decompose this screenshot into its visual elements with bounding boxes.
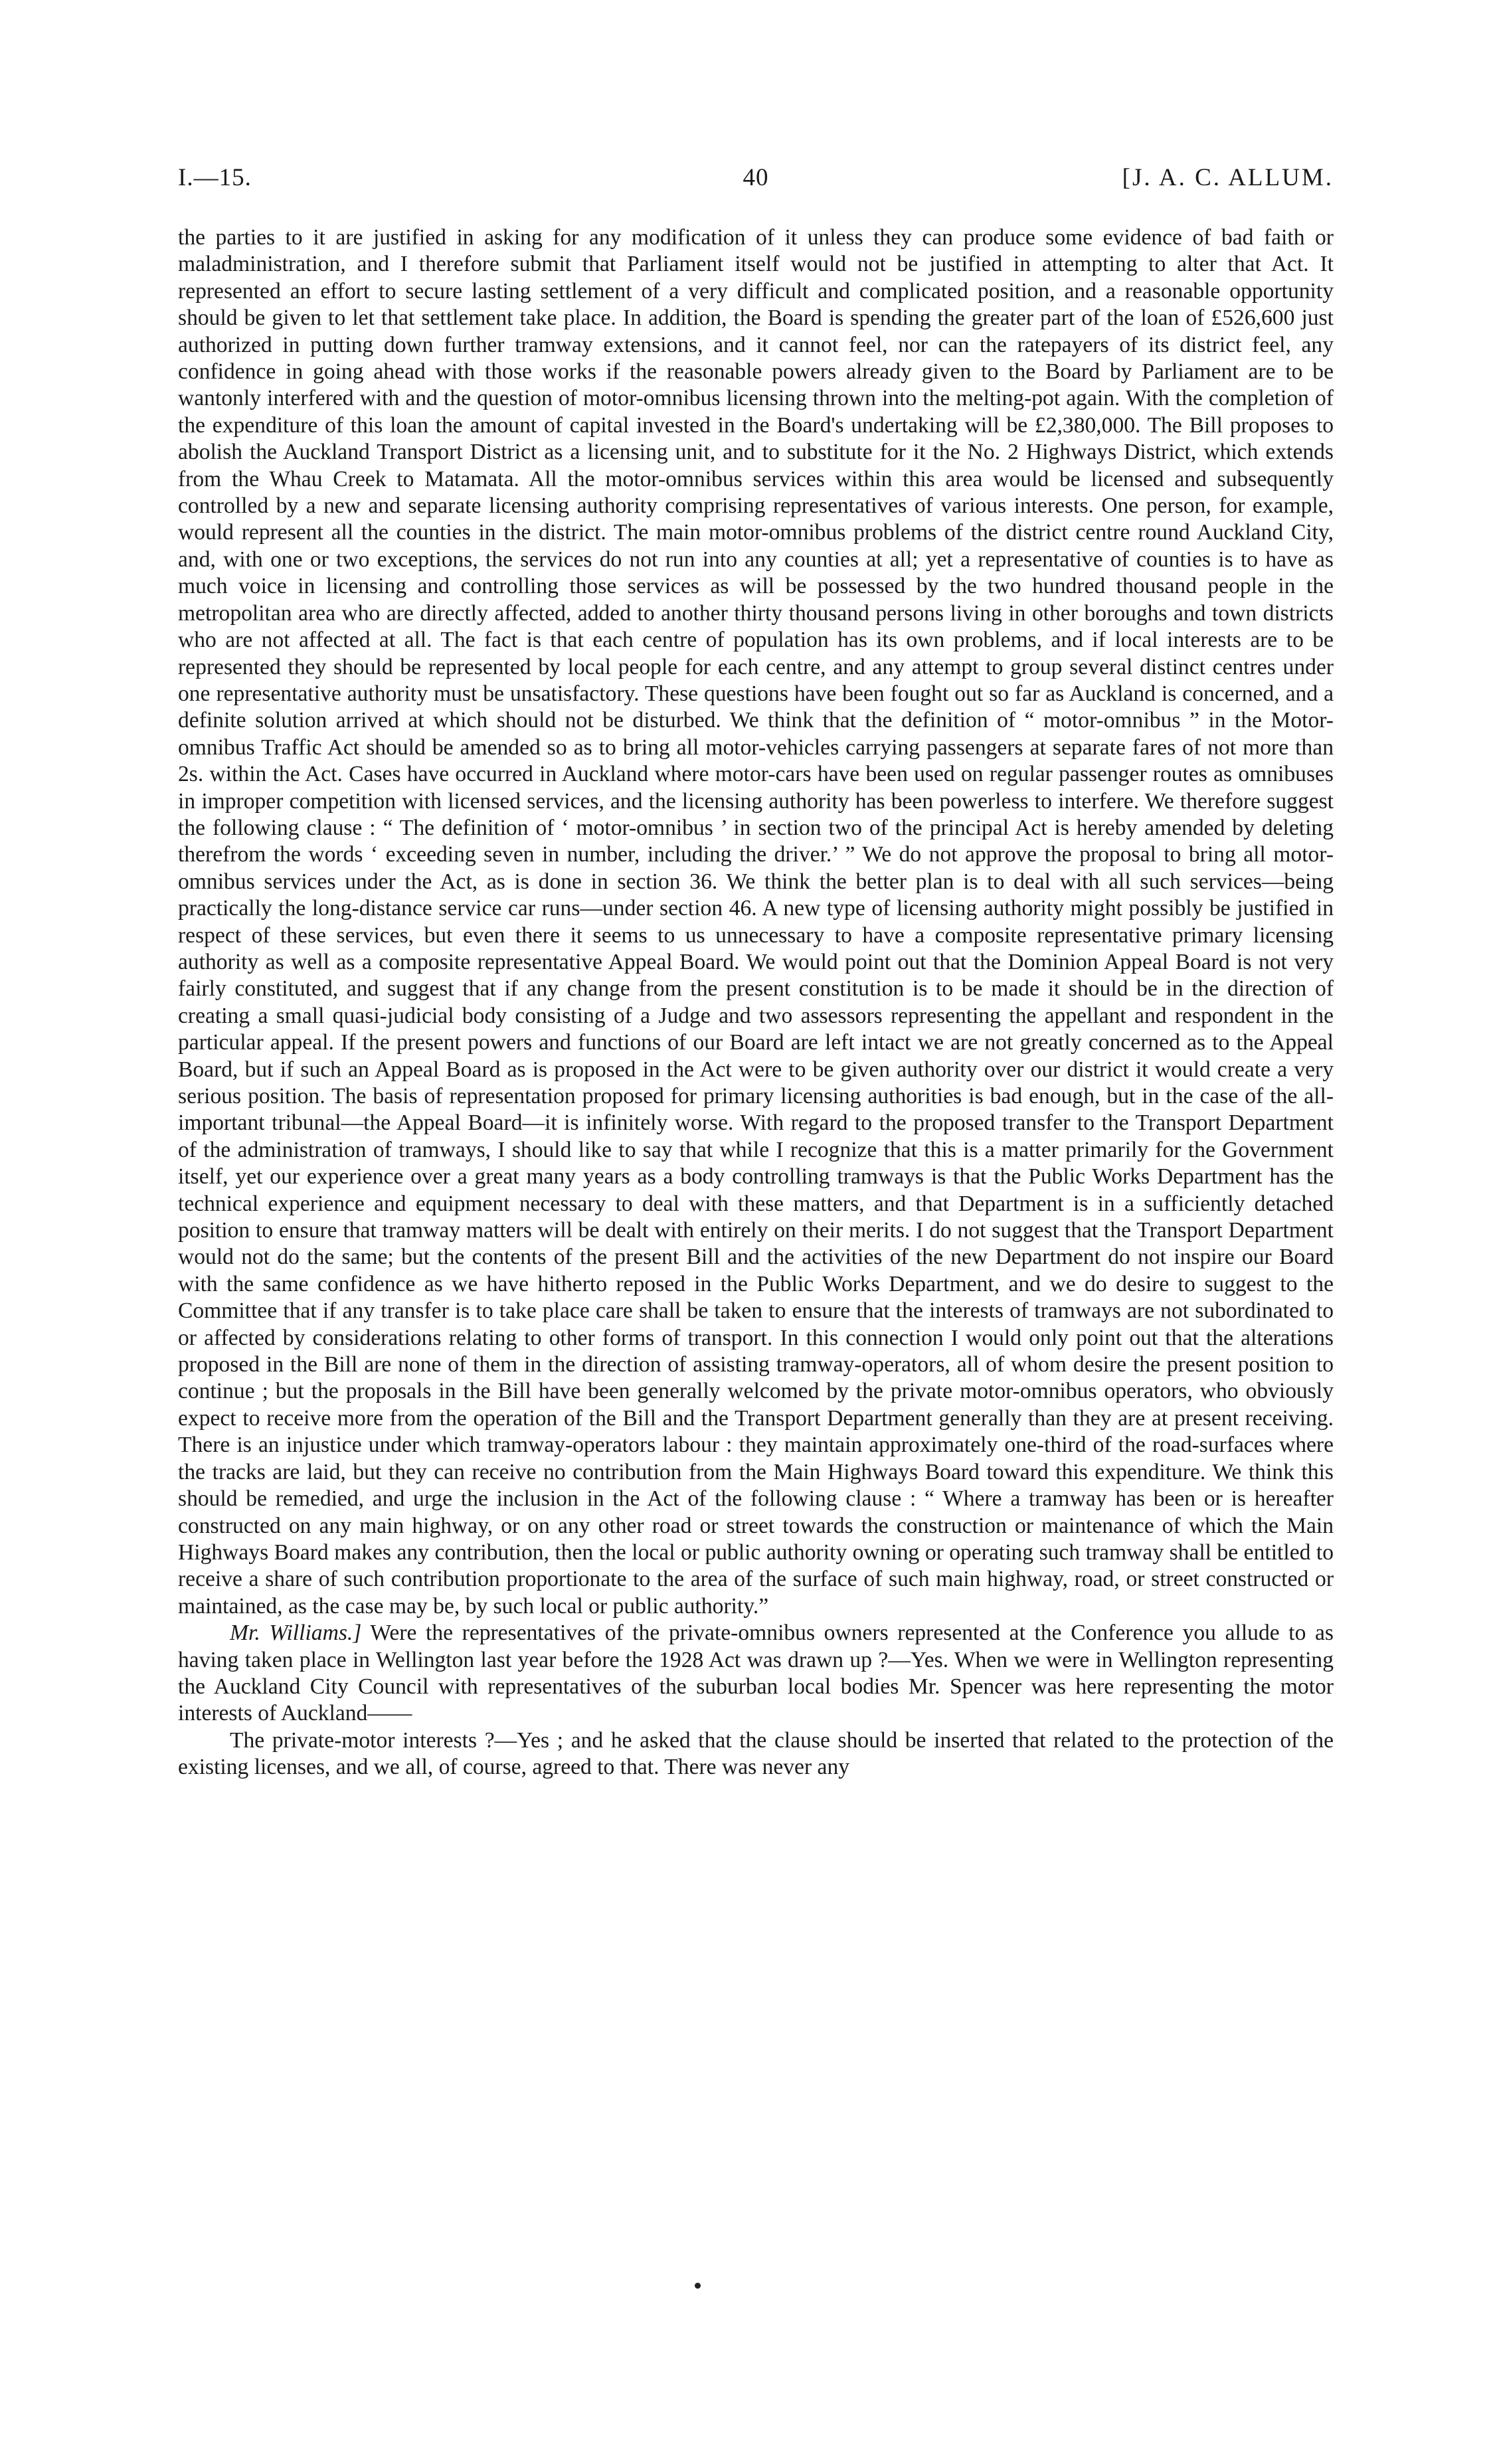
witness-name: [J. A. C. ALLUM. bbox=[1122, 164, 1334, 191]
paragraph-text: Were the representatives of the private-omnibus owners represented at the Conference you allude to as having taken place in Wellington last year before the 1928 Act was drawn up ?—Yes. When we were in Wellington representing the Auckland City Council with representatives of the suburban local bodies Mr. Spencer was here representing the motor interests of Auckland—— bbox=[178, 1621, 1334, 1726]
paragraph bbox=[178, 1620, 1334, 1727]
document-body bbox=[178, 224, 1334, 1781]
page-number: 40 bbox=[743, 164, 769, 191]
paragraph bbox=[178, 224, 1334, 1620]
paragraph bbox=[178, 1727, 1334, 1781]
speaker-label: Mr. Williams.] bbox=[230, 1621, 362, 1646]
page-header bbox=[178, 163, 1334, 203]
paragraph-text: the parties to it are justified in asking for any modification of it unless they can produce some evidence of bad faith or maladministration, and I therefore submit that Parliament itself would not be justified in attempting to alter that Act. It represented an effort to secure lasting settlement of a very difficult and complicated position, and a reasonable opportunity should be given to let that settlement take place. In addition, the Board is spending the greater part of the loan of £526,600 just authorized in putting down further tramway extensions, and it cannot feel, nor can the ratepayers of its district feel, any confidence in going ahead with those works if the reasonable powers already given to the Board by Parliament are to be wantonly interfered with and the question of motor-omnibus licensing thrown into the melting-pot again. With the completion of the expenditure of this loan the amount of capital invested in the Board's undertaking will be £2,380,000. The Bill proposes to abolish the Auckland Transport District as a licensing unit, and to substitute for it the No. 2 Highways District, which extends from the Whau Creek to Matamata. All the motor-omnibus services within this area would be licensed and subsequently controlled by a new and separate licensing authority comprising representatives of various interests. One person, for example, would represent all the counties in the district. The main motor-omnibus problems of the district centre round Auckland City, and, with one or two exceptions, the services do not run into any counties at all; yet a representative of counties is to have as much voice in licensing and controlling those services as will be possessed by the two hundred thousand people in the metropolitan area who are directly affected, added to another thirty thousand persons living in other boroughs and town districts who are not affected at all. The fact is that each centre of population has its own problems, and if local interests are to be represented they should be represented by local people for each centre, and any attempt to group several distinct centres under one representative authority must be unsatisfactory. These questions have been fought out so far as Auckland is concerned, and a definite solution arrived at which should not be disturbed. We think that the definition of “ motor-omnibus ” in the Motor-omnibus Traffic Act should be amended so as to bring all motor-vehicles carrying passengers at separate fares of not more than 2s. within the Act. Cases have occurred in Auckland where motor-cars have been used on regular passenger routes as omnibuses in improper competition with licensed services, and the licensing authority has been powerless to interfere. We therefore suggest the following clause : “ The definition of ‘ motor-omnibus ’ in section two of the principal Act is hereby amended by deleting therefrom the words ‘ exceeding seven in number, including the driver.’ ” We do not approve the proposal to bring all motor-omnibus services under the Act, as is done in section 36. We think the better plan is to deal with all such services—being practically the long-distance service car runs—under section 46. A new type of licensing authority might possibly be justified in respect of these services, but even there it seems to us unnecessary to have a composite representative primary licensing authority as well as a composite representative Appeal Board. We would point out that the Dominion Appeal Board is not very fairly constituted, and suggest that if any change from the present constitution is to be made it should be in the direction of creating a small quasi-judicial body consisting of a Judge and two assessors representing the appellant and respondent in the particular appeal. If the present powers and functions of our Board are left intact we are not greatly concerned as to the Appeal Board, but if such an Appeal Board as is proposed in the Act were to be given authority over our district it would create a very serious position. The basis of representation proposed for primary licensing authorities is bad enough, but in the case of the all-important tribunal—the Appeal Board—it is infinitely worse. With regard to the proposed transfer to the Transport Department of the administration of tramways, I should like to say that while I recognize that this is a matter primarily for the Government itself, yet our experience over a great many years as a body controlling tramways is that the Public Works Department has the technical experience and equipment necessary to deal with these matters, and that Department is in a sufficiently detached position to ensure that tramway matters will be dealt with entirely on their merits. I do not suggest that the Transport Department would not do the same; but the contents of the present Bill and the activities of the new Department do not inspire our Board with the same confidence as we have hitherto reposed in the Public Works Department, and we do desire to suggest to the Committee that if any transfer is to take place care shall be taken to ensure that the interests of tramways are not subordinated to or affected by considerations relating to other forms of transport. In this connection I would only point out that the alterations proposed in the Bill are none of them in the direction of assisting tramway-operators, all of whom desire the present position to continue ; but the proposals in the Bill have been generally welcomed by the private motor-omnibus operators, who obviously expect to receive more from the operation of the Bill and the Transport Department generally than they are at present receiving. There is an injustice under which tramway-operators labour : they maintain approximately one-third of the road-surfaces where the tracks are laid, but they can receive no contribution from the Main Highways Board toward this expenditure. We think this should be remedied, and urge the inclusion in the Act of the following clause : “ Where a tramway has been or is hereafter constructed on any main highway, or on any other road or street towards the construction or maintenance of which the Main Highways Board makes any contribution, then the local or public authority owning or operating such tramway shall be entitled to receive a share of such contribution proportionate to the area of the surface of such main highway, road, or street constructed or maintained, as the case may be, by such local or public authority.” bbox=[178, 225, 1334, 1619]
paragraph-text: The private-motor interests ?—Yes ; and he asked that the clause should be inserted that related to the protection of the existing licenses, and we all, of course, agreed to that. There was never any bbox=[178, 1727, 1334, 1780]
document-reference: I.—15. bbox=[178, 164, 252, 191]
footer-mark bbox=[695, 2283, 701, 2289]
